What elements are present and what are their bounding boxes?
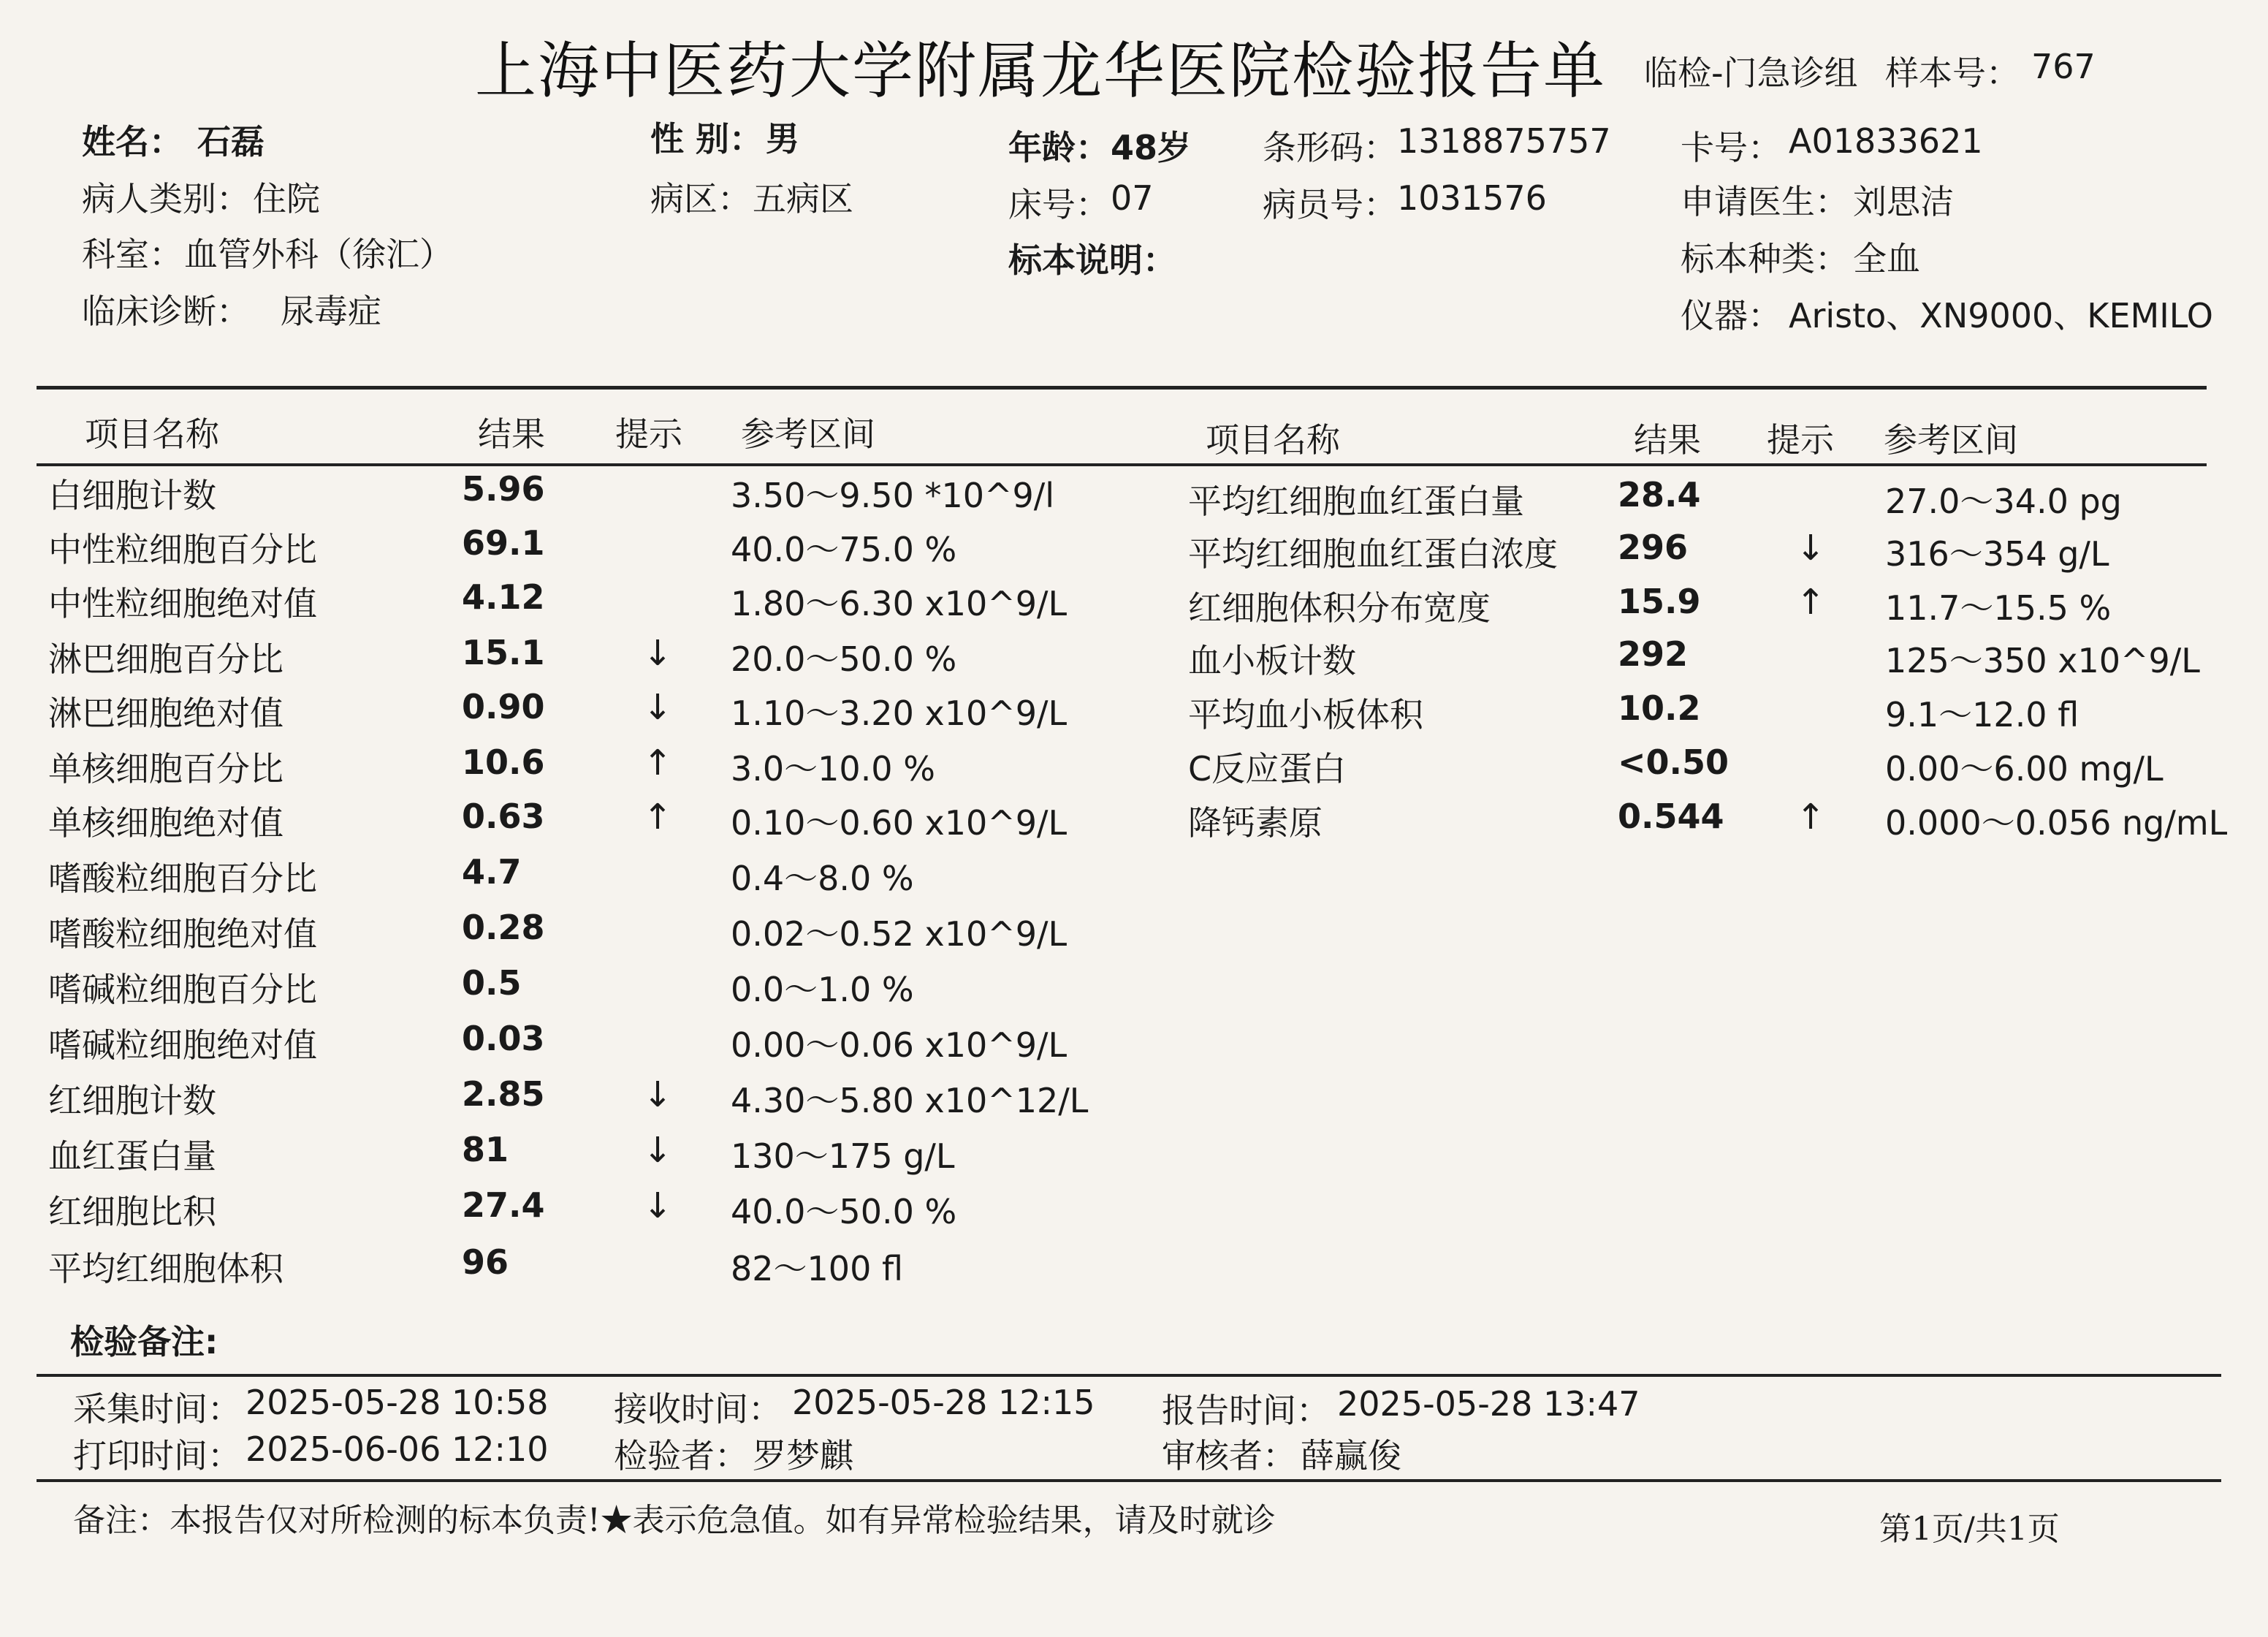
doctor-label: 申请医生： (1681, 182, 1849, 221)
item-result: 15.1 (462, 633, 545, 672)
item-name: 单核细胞绝对值 (48, 803, 284, 843)
item-name: 红细胞体积分布宽度 (1188, 588, 1491, 628)
specimen-type-label: 标本种类： (1681, 239, 1849, 278)
item-range: 0.00～0.06 x10^9/L (731, 1025, 1068, 1065)
sex-label: 性 别： (650, 119, 764, 159)
item-name: 嗜酸粒细胞绝对值 (48, 914, 317, 954)
collect-time: 2025-05-28 10:58 (246, 1383, 549, 1422)
item-name: 嗜碱粒细胞绝对值 (48, 1025, 317, 1065)
patient-age: 48岁 (1111, 128, 1192, 167)
name-label: 姓名： (82, 122, 183, 162)
item-flag: ↓ (643, 1185, 673, 1226)
item-result: 27.4 (462, 1185, 545, 1225)
item-range: 3.50～9.50 *10^9/l (731, 476, 1055, 515)
report-title: 上海中医药大学附属龙华医院检验报告单 (475, 35, 1607, 107)
item-name: 中性粒细胞绝对值 (48, 584, 317, 623)
item-range: 82～100 fl (731, 1249, 903, 1288)
item-range: 316～354 g/L (1885, 534, 2109, 574)
item-name: 血小板计数 (1188, 641, 1356, 680)
item-result: 292 (1618, 634, 1689, 674)
item-name: 淋巴细胞绝对值 (48, 694, 284, 733)
item-range: 27.0～34.0 pg (1885, 482, 2122, 521)
item-result: 96 (462, 1242, 509, 1282)
age-label: 年龄： (1008, 128, 1109, 167)
patient-sex: 男 (766, 119, 799, 159)
collect-time-label: 采集时间： (73, 1389, 241, 1429)
item-name: 中性粒细胞百分比 (48, 530, 317, 569)
receive-time-label: 接收时间： (614, 1389, 782, 1429)
item-range: 0.0～1.0 % (731, 970, 914, 1009)
dept-value: 血管外科（徐汇） (184, 235, 453, 274)
item-result: 28.4 (1618, 475, 1701, 514)
item-name: 红细胞比积 (48, 1192, 216, 1231)
col-flag-left: 提示 (615, 414, 682, 454)
item-flag: ↑ (643, 797, 673, 838)
item-name: 白细胞计数 (48, 476, 216, 515)
col-item-left: 项目名称 (85, 414, 219, 454)
item-result: 0.28 (462, 908, 545, 947)
item-name: 降钙素原 (1188, 803, 1323, 843)
item-name: 平均红细胞体积 (48, 1249, 284, 1288)
item-result: 10.6 (462, 742, 545, 782)
report-time: 2025-05-28 13:47 (1337, 1384, 1640, 1424)
item-flag: ↓ (643, 1074, 673, 1115)
item-range: 0.00～6.00 mg/L (1885, 749, 2164, 789)
item-range: 3.0～10.0 % (731, 749, 935, 789)
item-result: 296 (1618, 528, 1689, 567)
item-result: 0.63 (462, 797, 545, 836)
item-range: 20.0～50.0 % (731, 639, 957, 679)
item-result: <0.50 (1618, 742, 1729, 782)
item-result: 4.7 (462, 852, 522, 892)
item-name: 血红蛋白量 (48, 1136, 216, 1176)
item-range: 9.1～12.0 fl (1885, 695, 2079, 734)
item-flag: ↓ (643, 633, 673, 674)
col-result-right: 结果 (1634, 420, 1701, 460)
ward-label: 病区： (650, 179, 751, 219)
item-result: 0.544 (1618, 797, 1724, 836)
dept-label: 科室： (82, 235, 183, 274)
item-name: 红细胞计数 (48, 1081, 216, 1120)
item-range: 1.80～6.30 x10^9/L (731, 584, 1068, 623)
item-result: 2.85 (462, 1074, 545, 1114)
diagnosis-value: 尿毒症 (281, 292, 381, 331)
doctor-value: 刘思洁 (1853, 182, 1954, 221)
item-name: 平均红细胞血红蛋白浓度 (1188, 534, 1558, 574)
item-result: 69.1 (462, 523, 545, 563)
col-flag-right: 提示 (1767, 420, 1834, 460)
item-name: 嗜酸粒细胞百分比 (48, 859, 317, 898)
print-time-label: 打印时间： (73, 1436, 241, 1475)
barcode-label: 条形码： (1263, 128, 1397, 167)
diagnosis-label: 临床诊断： (82, 292, 250, 331)
lab-group: 临检-门急诊组 (1644, 53, 1858, 93)
print-time: 2025-06-06 12:10 (246, 1429, 549, 1469)
patient-id-label: 病员号： (1263, 185, 1397, 224)
item-flag: ↓ (643, 687, 673, 728)
table-top-rule (37, 386, 2207, 390)
item-name: 平均红细胞血红蛋白量 (1188, 482, 1524, 521)
barcode-value: 1318875757 (1397, 121, 1611, 161)
card-value: A01833621 (1789, 121, 1983, 161)
specimen-type-value: 全血 (1853, 239, 1920, 278)
page-info: 第1页/共1页 (1879, 1511, 2060, 1548)
ward-value: 五病区 (753, 179, 853, 219)
item-flag: ↑ (1796, 797, 1826, 838)
item-flag: ↓ (643, 1130, 673, 1171)
disclaimer-note: 备注：本报告仅对所检测的标本负责!★表示危急值。如有异常检验结果，请及时就诊 (73, 1502, 1276, 1539)
sample-number: 767 (2031, 47, 2096, 86)
item-result: 0.03 (462, 1019, 545, 1058)
item-range: 0.000～0.056 ng/mL (1885, 803, 2228, 843)
tester-name: 罗梦麒 (753, 1436, 853, 1475)
item-range: 0.4～8.0 % (731, 859, 914, 898)
receive-time: 2025-05-28 12:15 (792, 1383, 1095, 1422)
col-item-right: 项目名称 (1206, 420, 1340, 460)
reviewer-name: 薛赢俊 (1301, 1436, 1401, 1475)
bed-value: 07 (1111, 178, 1154, 218)
item-result: 5.96 (462, 469, 545, 509)
card-label: 卡号： (1681, 128, 1781, 167)
patient-id-value: 1031576 (1397, 178, 1547, 218)
item-result: 81 (462, 1130, 509, 1169)
footer-bottom-rule (37, 1479, 2221, 1482)
bed-label: 床号： (1008, 185, 1109, 224)
footer-top-rule (37, 1374, 2221, 1377)
item-result: 10.2 (1618, 688, 1701, 728)
specimen-note-label: 标本说明： (1008, 240, 1176, 280)
table-header-rule (37, 463, 2207, 466)
item-range: 40.0～75.0 % (731, 530, 957, 569)
item-range: 40.0～50.0 % (731, 1192, 957, 1231)
item-range: 125～350 x10^9/L (1885, 641, 2200, 680)
instrument-label: 仪器： (1681, 296, 1781, 335)
item-result: 15.9 (1618, 582, 1701, 621)
item-name: 淋巴细胞百分比 (48, 639, 284, 679)
col-range-left: 参考区间 (741, 414, 875, 454)
item-flag: ↓ (1796, 528, 1826, 569)
col-range-right: 参考区间 (1884, 420, 2018, 460)
item-range: 11.7～15.5 % (1885, 588, 2112, 628)
item-result: 0.5 (462, 963, 522, 1003)
item-name: C反应蛋白 (1188, 749, 1347, 789)
item-flag: ↑ (1796, 582, 1826, 623)
item-range: 0.02～0.52 x10^9/L (731, 914, 1068, 954)
item-flag: ↑ (643, 742, 673, 783)
item-range: 1.10～3.20 x10^9/L (731, 694, 1068, 733)
item-range: 130～175 g/L (731, 1136, 955, 1176)
patient-category: 住院 (253, 179, 320, 219)
patient-name: 石磊 (197, 122, 265, 162)
remarks-label: 检验备注: (70, 1322, 218, 1361)
reviewer-label: 审核者： (1162, 1436, 1296, 1475)
item-name: 嗜碱粒细胞百分比 (48, 970, 317, 1009)
report-time-label: 报告时间： (1162, 1391, 1330, 1430)
tester-label: 检验者： (614, 1436, 748, 1475)
item-result: 4.12 (462, 577, 545, 617)
col-result-left: 结果 (478, 414, 545, 454)
category-label: 病人类别： (82, 179, 250, 219)
sample-number-label: 样本号： (1885, 53, 2020, 93)
item-range: 4.30～5.80 x10^12/L (731, 1081, 1089, 1120)
item-name: 单核细胞百分比 (48, 749, 284, 789)
item-range: 0.10～0.60 x10^9/L (731, 803, 1068, 843)
item-result: 0.90 (462, 687, 545, 726)
item-name: 平均血小板体积 (1188, 695, 1423, 734)
instrument-value: Aristo、XN9000、KEMILO (1789, 296, 2213, 335)
